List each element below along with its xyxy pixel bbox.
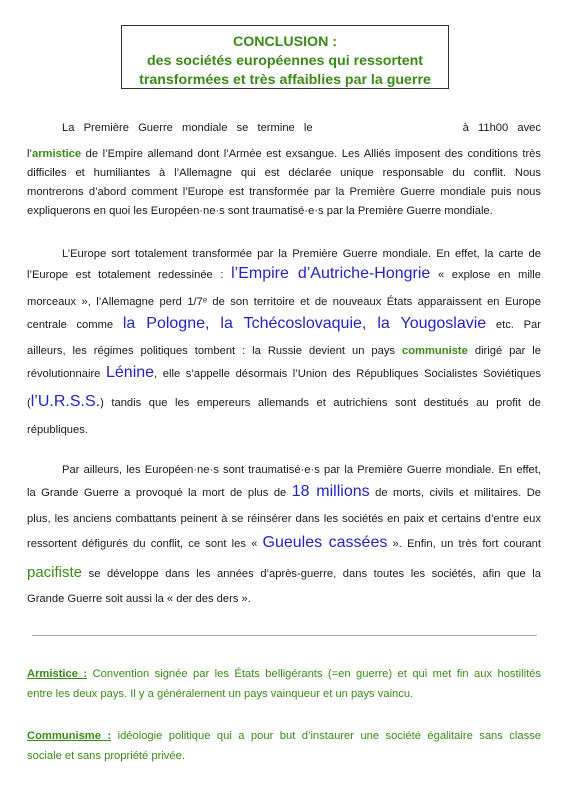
def-armistice-line-2: entre les deux pays. Il y a généralement un pays vainqueur et un pays vaincu. bbox=[27, 688, 414, 700]
highlight-pacifiste: pacifiste bbox=[27, 564, 83, 581]
p2-line-7: (l’U.R.S.S.) tandis que les empereurs allemands et autrichiens sont destitués au profit de bbox=[27, 393, 541, 410]
highlight-urss: l’U.R.S.S. bbox=[30, 393, 101, 410]
p1-line-3: difficiles et humiliantes à l’Allemagne qui est déclarée unique responsable du conflit. Nous bbox=[27, 167, 541, 179]
p1-line-4: montrerons d’abord comment l’Europe est transformée par la Première Guerre mondiale puis nous bbox=[27, 186, 541, 198]
highlight-gueules-cassees: Gueules cassées bbox=[262, 534, 388, 551]
p3-line-3: plus, les anciens combattants peinent à se réinsérer dans les sociétés en paix et certains d’entre eux bbox=[27, 513, 541, 525]
title-line-1: CONCLUSION : bbox=[232, 34, 338, 50]
p2-line-3: morceaux », l’Allemagne perd 1/7ᵉ de son territoire et de nouveaux États apparaissent en Europe bbox=[27, 296, 541, 308]
def-armistice-line-1: Armistice : Convention signée par les États belligérants (=en guerre) et qui met fin aux hostilités bbox=[27, 668, 542, 680]
p1-line-2: l’armistice de l’Empire allemand dont l’Armée est exsangue. Les Alliés imposent des conditions très bbox=[27, 148, 541, 160]
p3-line-5: pacifiste se développe dans les années d’après-guerre, dans toutes les sociétés, afin que la bbox=[27, 564, 541, 581]
p2-line-4: centrale comme la Pologne, la Tchécoslovaquie, la Yougoslavie etc. Par bbox=[27, 315, 541, 332]
p1-line-1: La Première Guerre mondiale se termine le à 11h00 avec bbox=[62, 122, 541, 134]
highlight-18-millions: 18 millions bbox=[291, 483, 370, 500]
separator-line bbox=[32, 635, 537, 636]
p3-line-2: la Grande Guerre a provoqué la mort de plus de 18 millions de morts, civils et militaires. De bbox=[27, 483, 541, 500]
def-communisme-line-1: Communisme : idéologie politique qui a pour but d’instaurer une société égalitaire sans classe bbox=[27, 730, 541, 742]
highlight-lenine: Lénine bbox=[106, 364, 155, 381]
p2-line-6: révolutionnaire Lénine, elle s’appelle désormais l’Union des Républiques Socialistes Soviétiques bbox=[27, 364, 541, 381]
p3-line-1: Par ailleurs, les Européen·ne·s sont traumatisé·e·s par la Première Guerre mondiale. En effet, bbox=[62, 464, 541, 476]
p3-line-4: ressortent défigurés du conflit, ce sont les « Gueules cassées ». Enfin, un très fort courant bbox=[27, 534, 541, 551]
p2-line-2: l’Europe est totalement redessinée : l’Empire d’Autriche-Hongrie « explose en mille bbox=[27, 265, 541, 282]
highlight-new-states: la Pologne, la Tchécoslovaquie, la Yougoslavie bbox=[122, 315, 487, 332]
p2-line-8: républiques. bbox=[27, 424, 88, 436]
def-armistice-term: Armistice : bbox=[27, 668, 88, 680]
highlight-empire-autriche-hongrie: l’Empire d’Autriche-Hongrie bbox=[231, 265, 431, 282]
p2-line-1: L’Europe sort totalement transformée par la Première Guerre mondiale. En effet, la carte de bbox=[62, 248, 541, 260]
term-communiste: communiste bbox=[401, 345, 468, 357]
p1-line-5: expliquerons en quoi les Européen·ne·s sont traumatisé·e·s par la Première Guerre mondiale. bbox=[27, 205, 493, 217]
title-line-3: transformées et très affaiblies par la guerre bbox=[139, 72, 431, 88]
conclusion-title-box bbox=[121, 25, 449, 89]
def-communisme-line-2: sociale et sans propriété privée. bbox=[27, 750, 185, 762]
term-armistice: armistice bbox=[31, 148, 82, 160]
p3-line-6: Grande Guerre soit aussi la « der des ders ». bbox=[27, 593, 251, 605]
def-communisme-term: Communisme : bbox=[27, 730, 112, 742]
p2-line-5: ailleurs, les régimes politiques tombent : la Russie devient un pays communiste dirigé par le bbox=[27, 345, 541, 357]
title-line-2: des sociétés européennes qui ressortent bbox=[147, 53, 423, 69]
